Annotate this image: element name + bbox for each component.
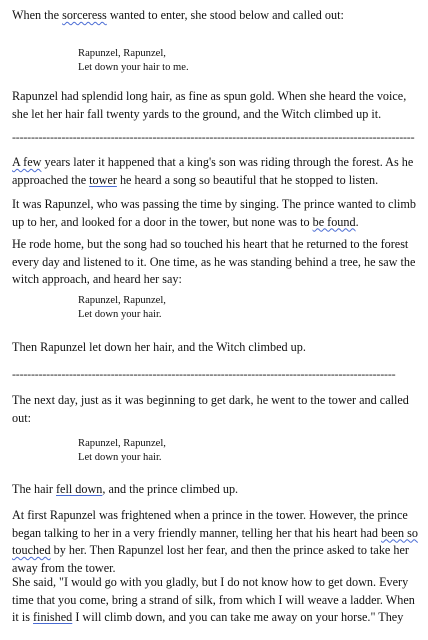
paragraph-rode-home	[12, 236, 415, 289]
section-separator: -----------------------------------------------------------------------------------------------------	[12, 367, 396, 381]
verse-line: Rapunzel, Rapunzel,	[78, 48, 166, 59]
text-run: by her. Then Rapunzel lost her fear, and then the prince asked to take her	[50, 543, 409, 558]
text-run: wanted to enter, she stood below and called out:	[106, 8, 344, 22]
text-line: She said, "I would go with you gladly, but I do not know how to get down. Every	[12, 575, 409, 589]
section-separator: ----------------------------------------------------------------------------------------------------------	[12, 130, 415, 144]
verse-quote-1	[78, 47, 189, 75]
paragraph-frightened	[12, 507, 418, 577]
text-run: up to her, and looked for a door in the tower, but none was to	[12, 214, 313, 229]
text-line: every day and listened to it. One time, as he was standing behind a tree, he saw the	[12, 254, 416, 269]
text-run: .	[355, 214, 359, 229]
text-line: witch approach, and heard her say:	[12, 272, 182, 287]
verse-line: Rapunzel, Rapunzel,	[78, 295, 166, 306]
text-run: he heard a song so beautiful that he stopped to listen.	[116, 172, 379, 187]
verse-quote-2	[78, 294, 166, 322]
text-run: approached the	[12, 172, 90, 187]
paragraph-kings-son	[12, 154, 413, 189]
text-run: began talking to her in a very friendly manner, telling her that his heart had	[12, 525, 382, 540]
text-line: she let her hair fall twenty yards to the ground, and the Witch climbed up it.	[12, 106, 382, 121]
text-line: time that you come, bring a strand of silk, from which I will weave a ladder. When	[12, 592, 415, 607]
text-run: years later it happened that a king's son was riding through the forest. As he	[41, 155, 414, 169]
paragraph-passing-time	[12, 196, 416, 231]
text-line: out:	[12, 410, 31, 425]
text-line: He rode home, but the song had so touched his heart that he returned to the forest	[12, 237, 409, 251]
text-line: At first Rapunzel was frightened when a prince in the tower. However, the prince	[12, 508, 408, 522]
paragraph-she-said	[12, 574, 415, 627]
text-run: The hair	[12, 482, 56, 496]
verse-line: Rapunzel, Rapunzel,	[78, 438, 166, 449]
text-line: away from the tower.	[12, 560, 116, 575]
text-line: The next day, just as it was beginning to get dark, he went to the tower and called	[12, 393, 409, 407]
paragraph-next-day	[12, 392, 409, 427]
verse-line: Let down your hair.	[78, 309, 162, 320]
spellcheck-word[interactable]: finished	[33, 610, 73, 625]
spellcheck-word[interactable]: been so	[381, 525, 418, 540]
paragraph-splendid-hair	[12, 88, 406, 123]
spellcheck-word[interactable]: be found	[312, 214, 356, 229]
spellcheck-word[interactable]: A few	[12, 155, 42, 169]
verse-line: Let down your hair.	[78, 452, 162, 463]
paragraph-hair-fell	[12, 481, 238, 499]
verse-quote-3	[78, 437, 166, 465]
spellcheck-word[interactable]: tower	[89, 172, 117, 187]
verse-line: Let down your hair to me.	[78, 62, 189, 73]
spellcheck-word[interactable]: sorceress	[62, 8, 107, 22]
text-run: , and the prince climbed up.	[102, 482, 239, 496]
text-run: I will climb down, and you can take me away on your horse." They	[72, 610, 404, 625]
text-run: it is	[12, 610, 33, 625]
spellcheck-word[interactable]: fell down	[56, 482, 103, 496]
paragraph-let-down: Then Rapunzel let down her hair, and the Witch climbed up.	[12, 340, 306, 354]
text-line: It was Rapunzel, who was passing the time by singing. The prince wanted to climb	[12, 197, 416, 211]
text-run: When the	[12, 8, 63, 22]
spellcheck-word[interactable]: touched	[12, 543, 51, 558]
paragraph-sorceress	[12, 7, 344, 25]
text-line: Rapunzel had splendid long hair, as fine as spun gold. When she heard the voice,	[12, 89, 407, 103]
